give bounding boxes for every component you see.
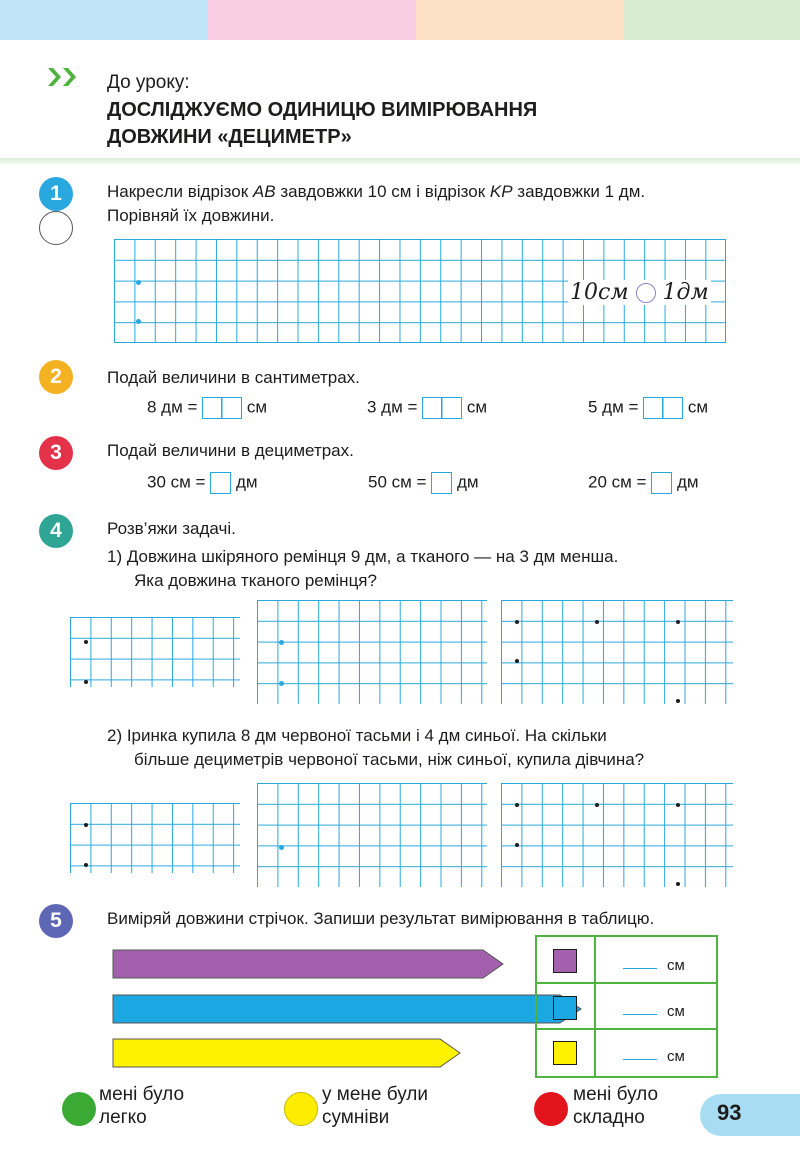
reflection-red-circle[interactable] <box>534 1092 568 1126</box>
problem-1-grid-1[interactable] <box>70 617 240 687</box>
task-2-text: Подай величини в сантиметрах. <box>107 368 360 387</box>
grid-dot <box>84 640 88 644</box>
task-1-number: 1 <box>39 177 73 211</box>
reflection-doubt-line1: у мене були <box>322 1084 428 1105</box>
answer-box[interactable] <box>202 397 242 419</box>
segment-kp-label: KP <box>489 182 513 201</box>
grid-dot <box>136 280 141 285</box>
grid-dot <box>279 845 284 850</box>
lesson-title <box>107 97 537 151</box>
task-1-text-b: завдовжки 10 см і відрізок <box>275 182 490 201</box>
reflection-hard <box>573 1083 658 1129</box>
task-2-number: 2 <box>39 360 73 394</box>
reflection-doubt <box>322 1083 428 1129</box>
grid-dot <box>676 882 680 886</box>
grid-dot <box>84 680 88 684</box>
grid-dot <box>84 863 88 867</box>
task-3-text: Подай величини в дециметрах. <box>107 441 354 460</box>
answer-box[interactable] <box>431 472 452 494</box>
unit-label: см <box>667 1048 685 1065</box>
reflection-yellow-circle[interactable] <box>284 1092 318 1126</box>
reflection-green-circle[interactable] <box>62 1092 96 1126</box>
problem-1-grid-2[interactable] <box>257 600 487 704</box>
task-1-text <box>107 180 645 228</box>
expr-left: 3 дм <box>367 397 403 417</box>
swatch-blue <box>553 996 577 1020</box>
answer-box[interactable] <box>210 472 231 494</box>
handwritten-left: 10см <box>570 280 629 305</box>
problem-1-grid-3[interactable] <box>501 600 733 704</box>
page-number-tab <box>700 1094 800 1136</box>
swatch-purple <box>553 949 577 973</box>
grid-dot <box>676 803 680 807</box>
problem-2-grid-3[interactable] <box>501 783 733 887</box>
double-chevron-icon <box>46 64 86 90</box>
grid-dot <box>515 843 519 847</box>
answer-line[interactable] <box>623 1014 657 1015</box>
task-4-problem-2 <box>107 724 644 772</box>
reflection-hard-line1: мені було <box>573 1084 659 1105</box>
answer-line[interactable] <box>623 1059 657 1060</box>
expr-left: 8 дм <box>147 397 183 417</box>
task-4-text: Розв’яжи задачі. <box>107 519 236 538</box>
expr-unit: дм <box>676 472 699 492</box>
unit-label: см <box>667 957 685 974</box>
task-2-expr-2: 3 дм = см <box>367 397 487 419</box>
grid-dot <box>84 823 88 827</box>
problem-2-grid-1[interactable] <box>70 803 240 873</box>
task-3-expr-3: 20 см = дм <box>588 472 699 494</box>
grid-dot <box>279 681 284 686</box>
expr-left: 20 см <box>588 472 632 492</box>
answer-box[interactable] <box>422 397 462 419</box>
task-2-expr-1: 8 дм = см <box>147 397 267 419</box>
grid-dot <box>676 620 680 624</box>
segment-ab-label: AB <box>252 182 276 201</box>
problem-2-grid-2[interactable] <box>257 783 487 887</box>
task-2-expr-3: 5 дм = см <box>588 397 708 419</box>
expr-unit: дм <box>456 472 479 492</box>
expr-left: 5 дм <box>588 397 624 417</box>
task-5-text: Виміряй довжини стрічок. Запиши результат вимірювання в таблицю. <box>107 909 655 928</box>
task-1-text-c: завдовжки 1 дм. <box>512 182 646 201</box>
handwritten-answer <box>568 280 711 305</box>
expr-unit: см <box>246 397 268 417</box>
expr-unit: дм <box>235 472 258 492</box>
measurement-table <box>535 935 718 1078</box>
swatch-yellow <box>553 1041 577 1065</box>
expr-left: 50 см <box>368 472 412 492</box>
task-4-number: 4 <box>39 514 73 548</box>
answer-box[interactable] <box>643 397 683 419</box>
grid-dot <box>676 699 680 703</box>
reflection-easy-line2: легко <box>99 1107 147 1128</box>
grid-dot <box>595 620 599 624</box>
task-1-text-a: Накресли відрізок <box>107 182 253 201</box>
reflection-easy-line1: мені було <box>99 1084 185 1105</box>
expr-unit: см <box>687 397 709 417</box>
task-3-number: 3 <box>39 436 73 470</box>
problem-2-line2: більше дециметрів червоної тасьми, ніж синьої, купила дівчина? <box>134 750 645 769</box>
lesson-title-line1: ДОСЛІДЖУЄМО ОДИНИЦЮ ВИМІРЮВАННЯ <box>107 99 538 121</box>
grid-dot <box>515 803 519 807</box>
problem-1-line2: Яка довжина тканого ремінця? <box>134 571 377 590</box>
problem-1-line1: 1) Довжина шкіряного ремінця 9 дм, а тканого — на 3 дм менша. <box>107 547 619 566</box>
reflection-doubt-line2: сумніви <box>322 1107 390 1128</box>
header-divider <box>0 158 800 164</box>
lesson-title-line2: ДОВЖИНИ «ДЕЦИМЕТР» <box>107 126 352 148</box>
grid-dot <box>595 803 599 807</box>
answer-line[interactable] <box>623 968 657 969</box>
handwritten-right: 1дм <box>662 280 709 305</box>
expr-unit: см <box>466 397 488 417</box>
grid-dot <box>515 620 519 624</box>
reflection-hard-line2: складно <box>573 1107 645 1128</box>
compare-circle[interactable] <box>636 283 656 303</box>
problem-2-line1: 2) Іринка купила 8 дм червоної тасьми і 4 дм синьої. На скільки <box>107 726 607 745</box>
task-3-expr-2: 50 см = дм <box>368 472 479 494</box>
task-3-expr-1: 30 см = дм <box>147 472 258 494</box>
grid-dot <box>515 659 519 663</box>
unit-label: см <box>667 1003 685 1020</box>
task-5-number: 5 <box>39 904 73 938</box>
expr-left: 30 см <box>147 472 191 492</box>
lesson-label: До уроку: <box>107 72 190 93</box>
grid-dot <box>279 640 284 645</box>
page-number: 93 <box>717 1100 742 1125</box>
answer-box[interactable] <box>651 472 672 494</box>
grid-dot <box>136 319 141 324</box>
task-4-problem-1 <box>107 545 618 593</box>
task-1-text-line2: Порівняй їх довжини. <box>107 206 275 225</box>
task-1-check-circle[interactable] <box>39 211 73 245</box>
reflection-easy <box>99 1083 184 1129</box>
ribbon-blue-full <box>110 945 590 1070</box>
top-color-bar <box>0 0 800 40</box>
